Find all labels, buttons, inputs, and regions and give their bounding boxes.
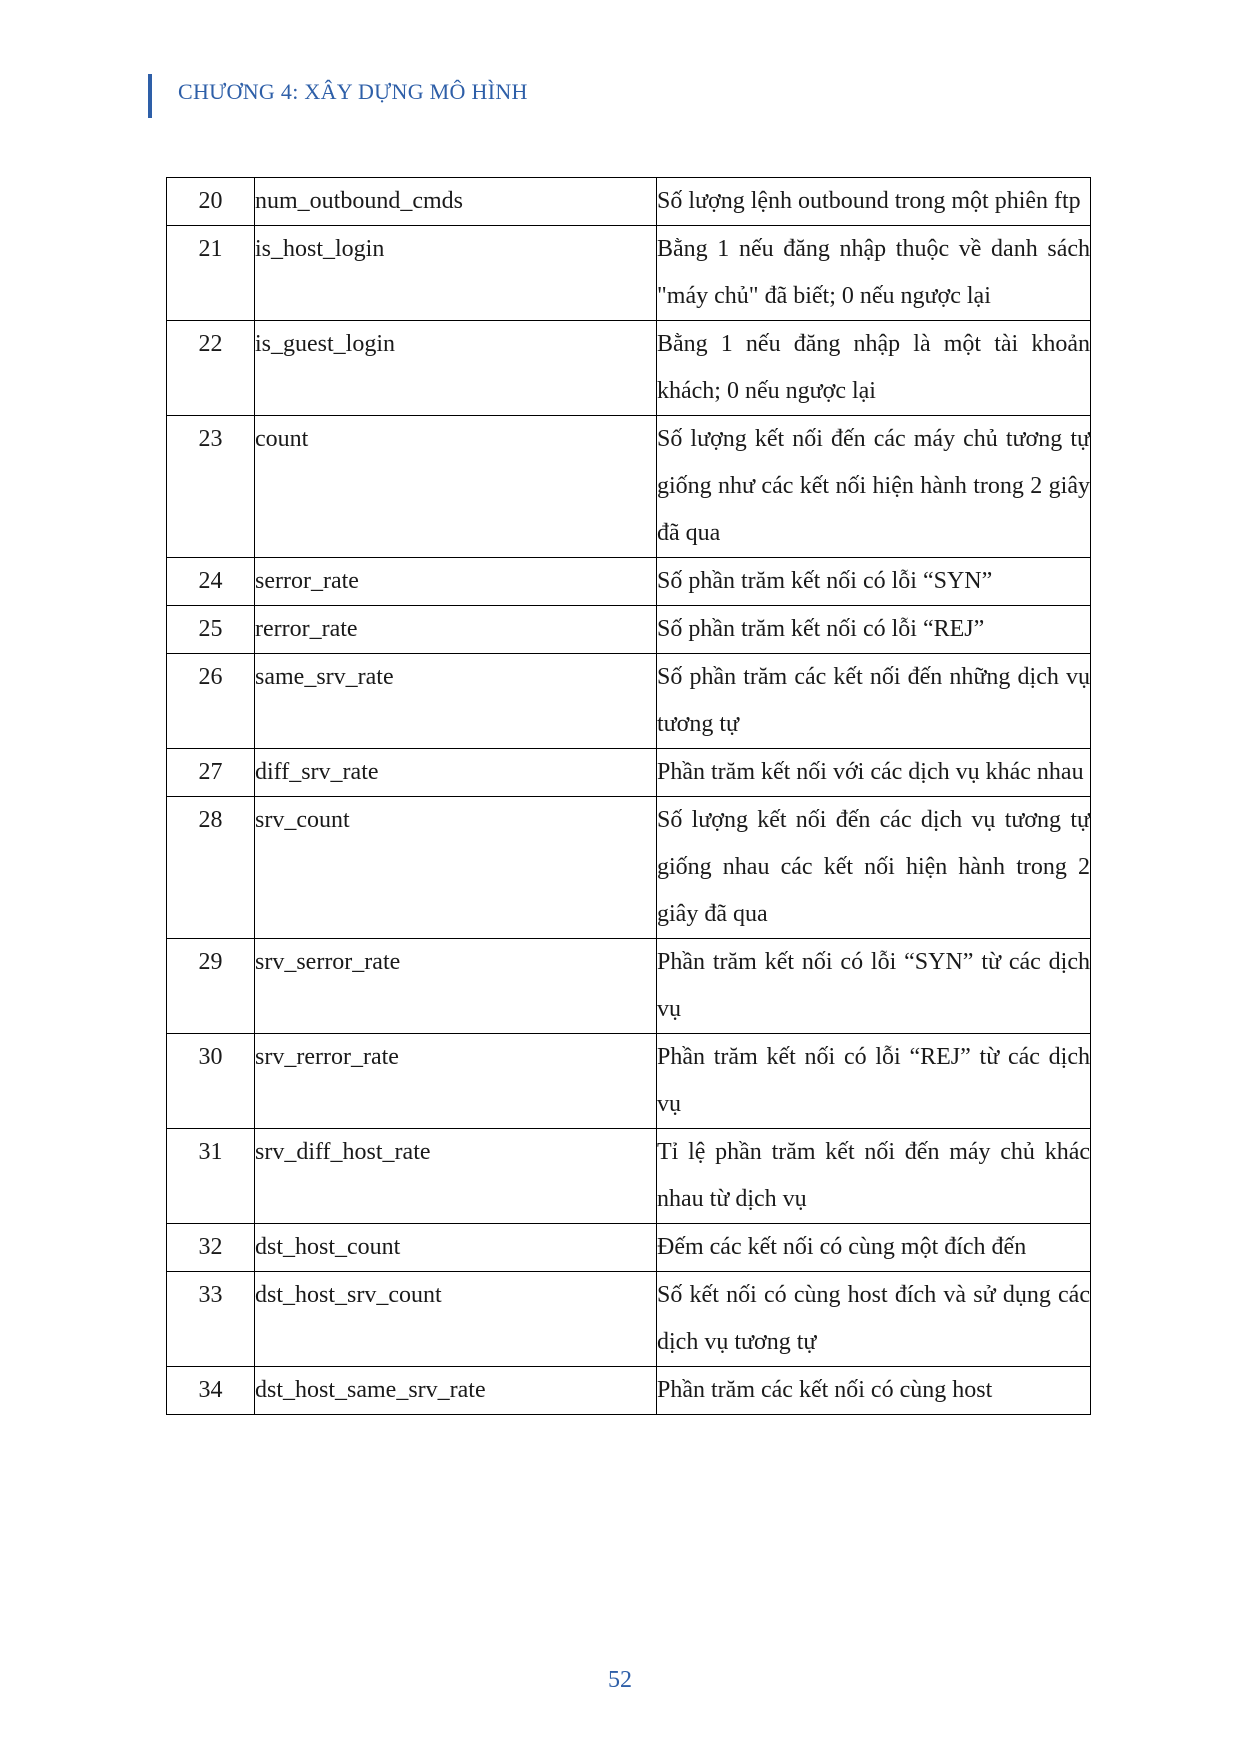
table-row [167, 1272, 1091, 1367]
table-row [167, 797, 1091, 939]
chapter-title: CHƯƠNG 4: XÂY DỰNG MÔ HÌNH [178, 79, 528, 104]
feature-name: serror_rate [255, 558, 657, 606]
table-row [167, 1129, 1091, 1224]
row-index: 23 [167, 416, 255, 558]
feature-name: is_host_login [255, 226, 657, 321]
table-row [167, 416, 1091, 558]
feature-name: srv_rerror_rate [255, 1034, 657, 1129]
row-index: 30 [167, 1034, 255, 1129]
row-index: 33 [167, 1272, 255, 1367]
feature-description: Tỉ lệ phần trăm kết nối đến máy chủ khác nhau từ dịch vụ [657, 1129, 1091, 1224]
feature-name: dst_host_count [255, 1224, 657, 1272]
feature-name: dst_host_same_srv_rate [255, 1367, 657, 1415]
feature-name: same_srv_rate [255, 654, 657, 749]
header-accent-bar [148, 74, 152, 118]
row-index: 27 [167, 749, 255, 797]
row-index: 29 [167, 939, 255, 1034]
feature-description: Số lượng kết nối đến các dịch vụ tương tự giống nhau các kết nối hiện hành trong 2 giây đã qua [657, 797, 1091, 939]
feature-description: Phần trăm kết nối với các dịch vụ khác nhau [657, 749, 1091, 797]
feature-table [166, 177, 1091, 1415]
feature-description: Phần trăm các kết nối có cùng host [657, 1367, 1091, 1415]
feature-description: Phần trăm kết nối có lỗi “REJ” từ các dịch vụ [657, 1034, 1091, 1129]
feature-description: Số phần trăm kết nối có lỗi “REJ” [657, 606, 1091, 654]
table-row [167, 1224, 1091, 1272]
feature-name: srv_count [255, 797, 657, 939]
page-number: 52 [608, 1667, 632, 1693]
feature-name: diff_srv_rate [255, 749, 657, 797]
feature-description: Bằng 1 nếu đăng nhập thuộc về danh sách "máy chủ" đã biết; 0 nếu ngược lại [657, 226, 1091, 321]
row-index: 34 [167, 1367, 255, 1415]
feature-description: Bằng 1 nếu đăng nhập là một tài khoản khách; 0 nếu ngược lại [657, 321, 1091, 416]
feature-name: dst_host_srv_count [255, 1272, 657, 1367]
table-row [167, 178, 1091, 226]
table-row [167, 226, 1091, 321]
row-index: 28 [167, 797, 255, 939]
feature-description: Đếm các kết nối có cùng một đích đến [657, 1224, 1091, 1272]
table-row [167, 321, 1091, 416]
feature-name: srv_diff_host_rate [255, 1129, 657, 1224]
table-row [167, 939, 1091, 1034]
feature-description: Số phần trăm các kết nối đến những dịch vụ tương tự [657, 654, 1091, 749]
row-index: 32 [167, 1224, 255, 1272]
row-index: 22 [167, 321, 255, 416]
feature-name: count [255, 416, 657, 558]
table-row [167, 749, 1091, 797]
row-index: 25 [167, 606, 255, 654]
row-index: 20 [167, 178, 255, 226]
row-index: 21 [167, 226, 255, 321]
feature-name: rerror_rate [255, 606, 657, 654]
table-row [167, 1034, 1091, 1129]
feature-description: Số lượng kết nối đến các máy chủ tương tự giống như các kết nối hiện hành trong 2 giây đã qua [657, 416, 1091, 558]
row-index: 31 [167, 1129, 255, 1224]
feature-name: srv_serror_rate [255, 939, 657, 1034]
feature-name: is_guest_login [255, 321, 657, 416]
feature-description: Số lượng lệnh outbound trong một phiên ftp [657, 178, 1091, 226]
table-row [167, 558, 1091, 606]
feature-description: Số phần trăm kết nối có lỗi “SYN” [657, 558, 1091, 606]
row-index: 26 [167, 654, 255, 749]
feature-name: num_outbound_cmds [255, 178, 657, 226]
row-index: 24 [167, 558, 255, 606]
feature-description: Phần trăm kết nối có lỗi “SYN” từ các dịch vụ [657, 939, 1091, 1034]
feature-description: Số kết nối có cùng host đích và sử dụng các dịch vụ tương tự [657, 1272, 1091, 1367]
table-row [167, 1367, 1091, 1415]
table-row [167, 654, 1091, 749]
table-row [167, 606, 1091, 654]
